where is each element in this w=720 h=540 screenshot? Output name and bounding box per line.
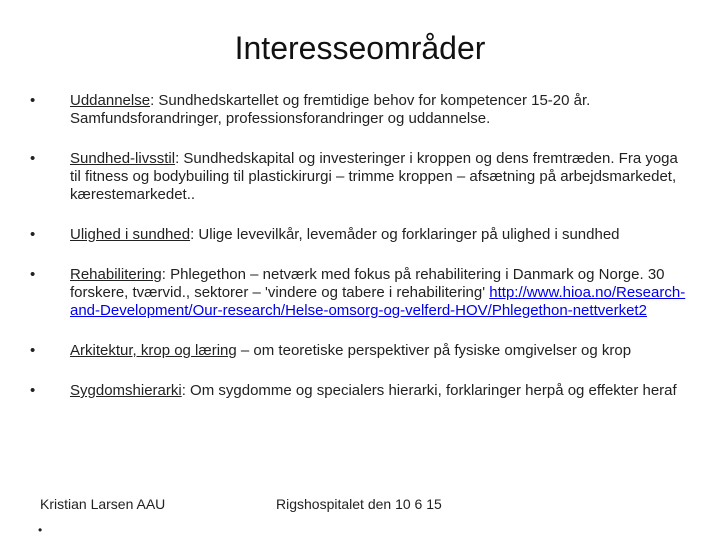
stray-bullet: • [38, 523, 43, 537]
bullet-text: : Ulige levevilkår, levemåder og forklaringer på ulighed i sundhed [190, 226, 620, 243]
bullet-text: : Om sygdomme og specialers hierarki, forklaringer herpå og effekter heraf [181, 382, 677, 399]
slide-title: Interesseområder [234, 30, 486, 66]
bullet-dot: • [30, 92, 36, 109]
bullet-dot: • [30, 226, 36, 243]
bullet-text: : Sundhedskapital og investeringer i kroppen og dens fremtræden. Fra yoga til fitness og bodybuiling til plastickirurgi – trimme kroppen – afsætning på arbejdsmarkedet, kærestemarkedet.. [70, 150, 678, 203]
bullet-text: – om teoretiske perspektiver på fysiske omgivelser og krop [236, 342, 632, 359]
footer-author: Kristian Larsen AAU [40, 496, 166, 512]
phlegethon-link[interactable]: http://www.hioa.no/Research-and-Development/Our-research/Helse-omsorg-og-velferd-HOV/Phlegethon-nettverket2 [70, 284, 686, 319]
bullet-text: : Sundhedskartellet og fremtidige behov for kompetencer 15-20 år. Samfundsforandringer, professionsforandringer og uddannelse. [70, 92, 591, 127]
bullet-dot: • [30, 382, 36, 399]
bullet-heading: Arkitektur, krop og læring [70, 342, 237, 359]
bullet-heading: Uddannelse [70, 92, 151, 109]
bullet-item-sygdomshierarki [30, 382, 690, 400]
bullet-item-ulighed [30, 226, 690, 244]
bullet-heading: Rehabilitering [70, 266, 162, 283]
bullet-item-sundhed-livsstil [30, 150, 690, 204]
bullet-dot: • [30, 266, 36, 283]
bullet-heading: Sundhed-livsstil [70, 150, 176, 167]
bullet-item-uddannelse [30, 92, 690, 128]
bullet-dot: • [30, 342, 36, 359]
bullet-item-arkitektur [30, 342, 690, 360]
footer-venue-date: Rigshospitalet den 10 6 15 [276, 496, 442, 512]
bullet-list [30, 92, 690, 422]
bullet-text: : Phlegethon – netværk med fokus på rehabilitering i Danmark og Norge. 30 forskere, tværvid., sektorer – 'vindere og tabere i rehabilitering' [70, 266, 665, 301]
bullet-heading: Sygdomshierarki [70, 382, 182, 399]
bullet-item-rehabilitering [30, 266, 690, 320]
bullet-heading: Ulighed i sundhed [70, 226, 191, 243]
bullet-dot: • [30, 150, 36, 167]
